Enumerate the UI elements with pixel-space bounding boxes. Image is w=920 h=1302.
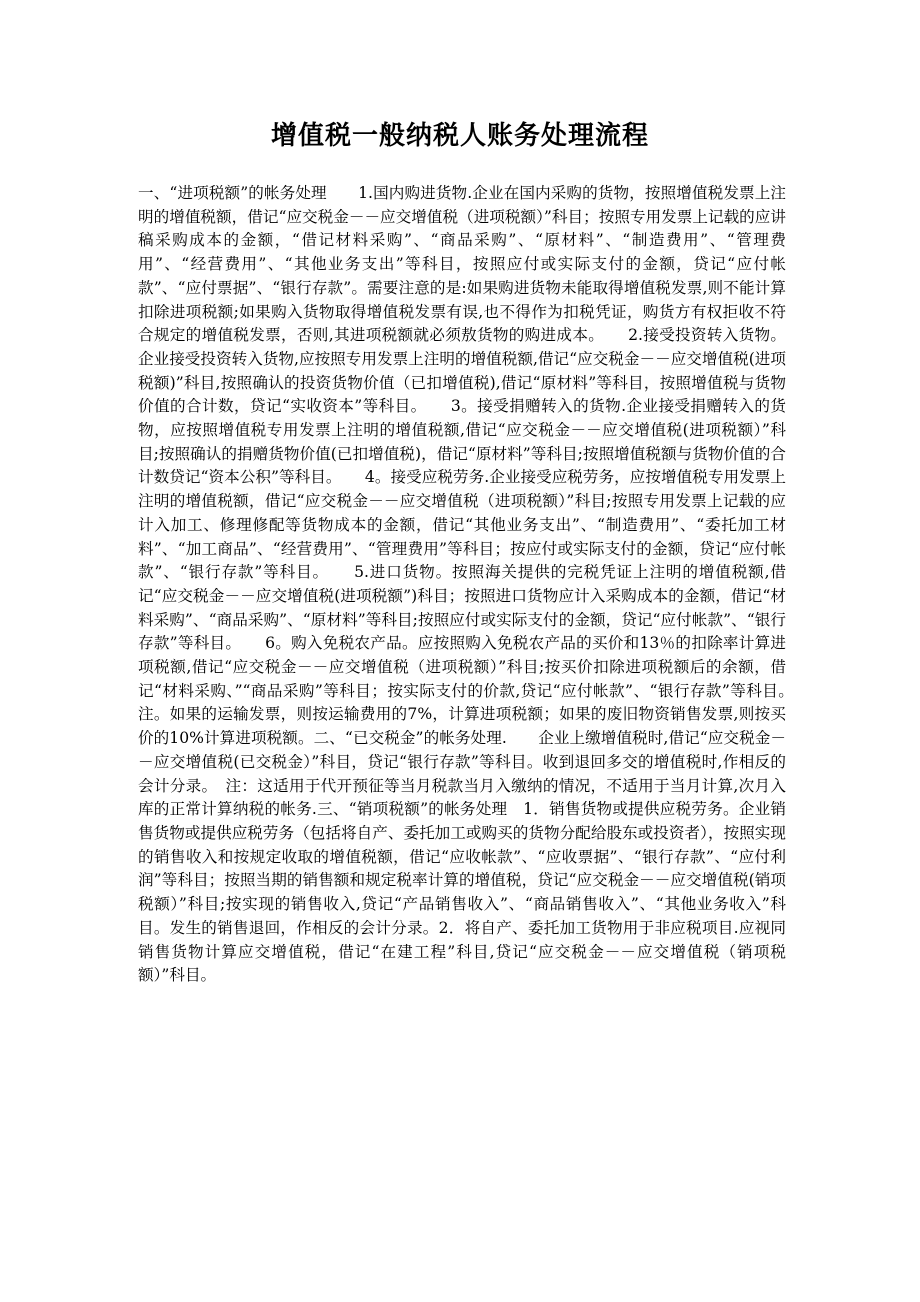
document-body: 一、“进项税额”的帐务处理 1.国内购进货物.企业在国内采购的货物，按照增值税发票上注明的增值税额，借记“应交税金－－应交增值税（进项税额）”科目；按照专用发票上记载的应讲稿采购成本的金额，“借记材料采购”、“商品采购”、“原材料”、“制造费用”、“管理费用”、“经营费用”、“其他业务支出”等科目，按照应付或实际支付的金额，贷记“应付帐款”、“应付票据”、“银行存款”。需要注意的是:如果购进货物未能取得增值税发票,则不能计算扣除进项税额;如果购入货物取得增值税发票有误,也不得作为扣税凭证，购货方有权拒收不符合规定的增值税发票，否则,其进项税额就必须敖货物的购进成本。 2.接受投资转入货物。企业接受投资转入货物,应按照专用发票上注明的增值税额,借记“应交税金－－应交增值税(进项税额)”科目,按照确认的投资货物价值（已扣增值税),借记“原材料”等科目，按照增值税与货物价值的合计数，贷记“实收资本”等科目。 3。接受捐赠转入的货物.企业接受捐赠转入的货物，应按照增值税专用发票上注明的增值税额,借记“应交税金－－应交增值税(进项税额）”科目;按照确认的捐赠货物价值(已扣增值税)，借记“原材料”等科目;按照增值税额与货物价值的合计数贷记“资本公积”等科目。 4。接受应税劳务.企业接受应税劳务，应按增值税专用发票上注明的增值税额，借记“应交税金－－应交增值税（进项税额）”科目;按照专用发票上记载的应计入加工、修理修配等货物成本的金额，借记“其他业务支出”、“制造费用”、“委托加工材料”、“加工商品”、“经营费用”、“管理费用”等科目；按应付或实际支付的金额，贷记“应付帐款”、“银行存款”等科目。 5.进口货物。按照海关提供的完税凭证上注明的增值税额,借记“应交税金－－应交增值税(进项税额”)科目；按照进口货物应计入采购成本的金额，借记“材料采购”、“商品采购”、“原材料”等科目;按照应付或实际支付的金额，贷记“应付帐款”、“银行存款”等科目。 6。购入免税农产品。应按照购入免税农产品的买价和13％的扣除率计算进项税额,借记“应交税金－－应交增值税（进项税额）”科目;按买价扣除进项税额后的余额，借记“材料采购、”“商品采购”等科目；按实际支付的价款,贷记“应付帐款”、“银行存款”等科目。 注。如果的运输发票，则按运输费用的7%，计算进项税额；如果的废旧物资销售发票,则按买价的10%计算进项税额。二、“已交税金”的帐务处理. 企业上缴增值税时,借记“应交税金－－应交增值税(已交税金）”科目，贷记“银行存款”等科目。收到退回多交的增值税时,作相反的会计分录。 注：这适用于代开预征等当月税款当月入缴纳的情况，不适用于当月计算,次月入库的正常计算纳税的帐务.三、“销项税额”的帐务处理 1．销售货物或提供应税劳务。企业销售货物或提供应税劳务（包括将自产、委托加工或购买的货物分配给股东或投资者），按照实现的销售收入和按规定收取的增值税额，借记“应收帐款”、“应收票据”、“银行存款”、“应付利润”等科目；按照当期的销售额和规定税率计算的增值税，贷记“应交税金－－应交增值税(销项税额）”科目;按实现的销售收入,贷记“产品销售收入”、“商品销售收入”、“其他业务收入”科目。发生的销售退回，作相反的会计分录。2．将自产、委托加工货物用于非应税项目.应视同销售货物计算应交增值税，借记“在建工程”科目,贷记“应交税金－－应交增值税（销项税额）”科目。 <box>138 184 818 985</box>
document-title: 增值税一般纳税人账务处理流程 <box>270 121 649 151</box>
